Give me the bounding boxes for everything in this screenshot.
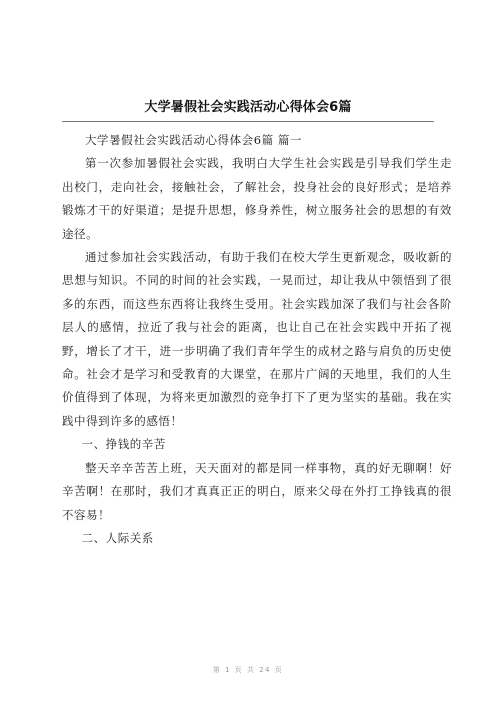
body-paragraph: 通过参加社会实践活动，有助于我们在校大学生更新观念，吸收新的思想与知识。不同的时间的社会实践，一晃而过，却让我从中领悟到了很多的东西，而这些东西将让我终生受用。社会实践加深了我们与社会各阶层人的感情，拉近了我与社会的距离，也让自己在社会实践中开拓了视野，增长了才干，进一步明确了我们青年学生的成材之路与肩负的历史使命。社会才是学习和受教育的大课堂，在那片广阔的天地里，我们的人生价值得到了体现，为将来更加激烈的竞争打下了更为坚实的基础。我在实践中得到许多的感悟！: [62, 250, 452, 428]
body-paragraph: 整天辛辛苦苦上班，天天面对的都是同一样事物，真的好无聊啊！好辛苦啊！在那时，我们才真真正正的明白，原来父母在外打工挣钱真的很不容易！: [62, 460, 452, 522]
document-body: [62, 129, 452, 550]
title-divider: [62, 121, 434, 122]
section-heading: 大学暑假社会实践活动心得体会6篇 篇一: [85, 133, 302, 147]
subsection-heading: 二、人际关系: [81, 530, 154, 545]
document-title: 大学暑假社会实践活动心得体会6篇: [144, 100, 352, 115]
subsection-heading: 一、挣钱的辛苦: [81, 437, 166, 452]
body-paragraph: 第一次参加暑假社会实践，我明白大学生社会实践是引导我们学生走出校门，走向社会，接触社会，了解社会，投身社会的良好形式；是培养锻炼才干的好渠道；是提升思想，修身养性，树立服务社会的思想的有效途径。: [62, 156, 452, 241]
page-footer: 第 1 页 共 24 页: [212, 666, 284, 674]
